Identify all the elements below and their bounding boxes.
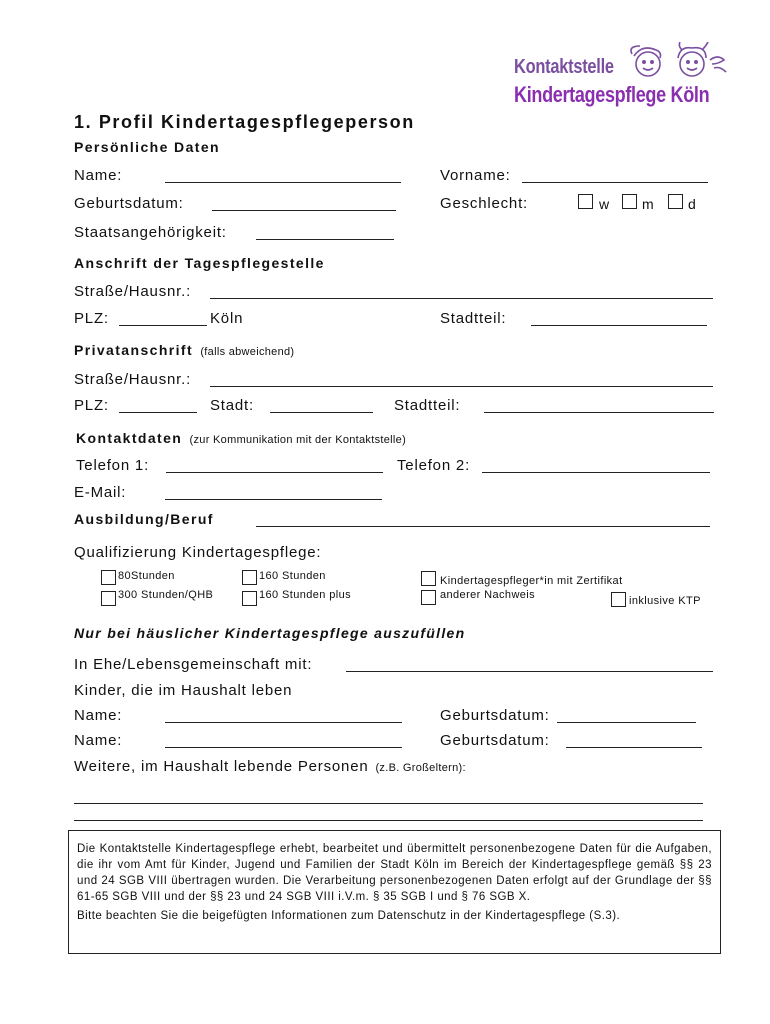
qual-label-80: 80Stunden [118,570,175,582]
child2-name-field[interactable] [165,747,402,748]
logo-line2: Kindertagespflege Köln [514,82,710,107]
private-strasse-field[interactable] [210,386,713,387]
gender-label-d: d [688,196,697,212]
geburtsdatum-field[interactable] [212,210,396,211]
section-heading-address-care: Anschrift der Tagespflegestelle [74,255,325,271]
strasse-field[interactable] [210,298,713,299]
telefon2-field[interactable] [482,472,710,473]
telefon1-label: Telefon 1: [76,457,150,474]
privacy-hint: Bitte beachten Sie die beigefügten Informationen zum Datenschutz in der Kindertagespflege (S.3). [77,910,621,922]
qual-checkbox-300[interactable] [101,591,116,606]
qual-label-160: 160 Stunden [259,570,326,582]
stadtteil-label: Stadtteil: [440,310,507,327]
staatsangehoerigkeit-field[interactable] [256,239,394,240]
private-plz-field[interactable] [119,412,197,413]
partner-label: In Ehe/Lebensgemeinschaft mit: [74,656,313,673]
stadtteil-field[interactable] [531,325,707,326]
vorname-label: Vorname: [440,167,511,184]
section-heading-address-private [74,342,294,358]
privacy-text: Die Kontaktstelle Kindertagespflege erhebt, bearbeitet und übermittelt personenbezogene Daten für die Aufgaben, die ihr vom Amt für Kinder, Jugend und Familien der Stadt Köln im Bereich der Kindertagespflege gemäß §§ 23 und 24 SGB VIII übertragen wurden. Die Verarbeitung personenbezogenen Daten erfolgt auf der Grundlage der §§ 61-65 SGB VIII und der §§ 23 und 24 SGB VIII i.V.m. § 35 SGB I und § 76 SGB X. [77,843,712,903]
qual-label-anderer: anderer Nachweis [440,589,536,601]
gender-checkbox-d[interactable] [668,194,683,209]
private-plz-label: PLZ: [74,397,109,414]
vorname-field[interactable] [522,182,708,183]
page-title: 1. Profil Kindertagespflegeperson [74,112,415,132]
email-label: E-Mail: [74,484,127,501]
others-field-2[interactable] [74,820,703,821]
privatanschrift-heading: Privatanschrift [74,342,194,358]
strasse-label: Straße/Hausnr.: [74,283,192,300]
qual-checkbox-160plus[interactable] [242,591,257,606]
qual-label-ktp: inklusive KTP [629,595,701,607]
qual-checkbox-anderer[interactable] [421,590,436,605]
qual-checkbox-80[interactable] [101,570,116,585]
others-heading: Weitere, im Haushalt lebende Personen [74,758,369,775]
child1-name-field[interactable] [165,722,402,723]
name-field[interactable] [165,182,401,183]
private-stadt-label: Stadt: [210,397,254,414]
telefon1-field[interactable] [166,472,383,473]
qual-checkbox-zertifikat[interactable] [421,571,436,586]
education-field[interactable] [256,526,710,527]
geschlecht-label: Geschlecht: [440,195,529,212]
child1-birth-label: Geburtsdatum: [440,707,550,724]
private-strasse-label: Straße/Hausnr.: [74,371,192,388]
private-stadt-field[interactable] [270,412,373,413]
others-note: (z.B. Großeltern): [375,762,466,774]
qual-label-300: 300 Stunden/QHB [118,589,214,601]
gender-checkbox-m[interactable] [622,194,637,209]
qual-label-zertifikat: Kindertagespfleger*in mit Zertifikat [440,575,623,587]
logo [514,40,724,112]
privatanschrift-note: (falls abweichend) [200,346,295,358]
child2-name-label: Name: [74,732,123,749]
children-faces-icon [622,42,732,82]
kontaktdaten-note: (zur Kommunikation mit der Kontaktstelle) [189,434,407,446]
child2-birth-field[interactable] [566,747,702,748]
others-label [74,758,466,775]
section-heading-contact [76,430,406,446]
name-label: Name: [74,167,123,184]
section-heading-education: Ausbildung/Beruf [74,511,214,527]
section-heading-personal: Persönliche Daten [74,139,220,155]
child1-name-label: Name: [74,707,123,724]
partner-field[interactable] [346,671,713,672]
private-stadtteil-label: Stadtteil: [394,397,461,414]
telefon2-label: Telefon 2: [397,457,471,474]
qual-label-160plus: 160 Stunden plus [259,589,352,601]
gender-label-m: m [642,196,655,212]
plz-label: PLZ: [74,310,109,327]
qual-checkbox-160[interactable] [242,570,257,585]
private-stadtteil-field[interactable] [484,412,714,413]
plz-field[interactable] [119,325,207,326]
kontaktdaten-heading: Kontaktdaten [76,430,183,446]
staatsangehoerigkeit-label: Staatsangehörigkeit: [74,224,227,241]
email-field[interactable] [165,499,382,500]
child1-birth-field[interactable] [557,722,696,723]
city-label: Köln [210,310,244,327]
geburtsdatum-label: Geburtsdatum: [74,195,184,212]
others-field-1[interactable] [74,803,703,804]
section-heading-household: Nur bei häuslicher Kindertagespflege auszufüllen [74,625,466,641]
qualification-heading: Qualifizierung Kindertagespflege: [74,544,322,561]
gender-label-w: w [599,196,610,212]
qual-checkbox-ktp[interactable] [611,592,626,607]
logo-line1: Kontaktstelle [514,56,614,78]
privacy-notice-box [68,830,721,954]
children-label: Kinder, die im Haushalt leben [74,682,293,699]
child2-birth-label: Geburtsdatum: [440,732,550,749]
gender-checkbox-w[interactable] [578,194,593,209]
